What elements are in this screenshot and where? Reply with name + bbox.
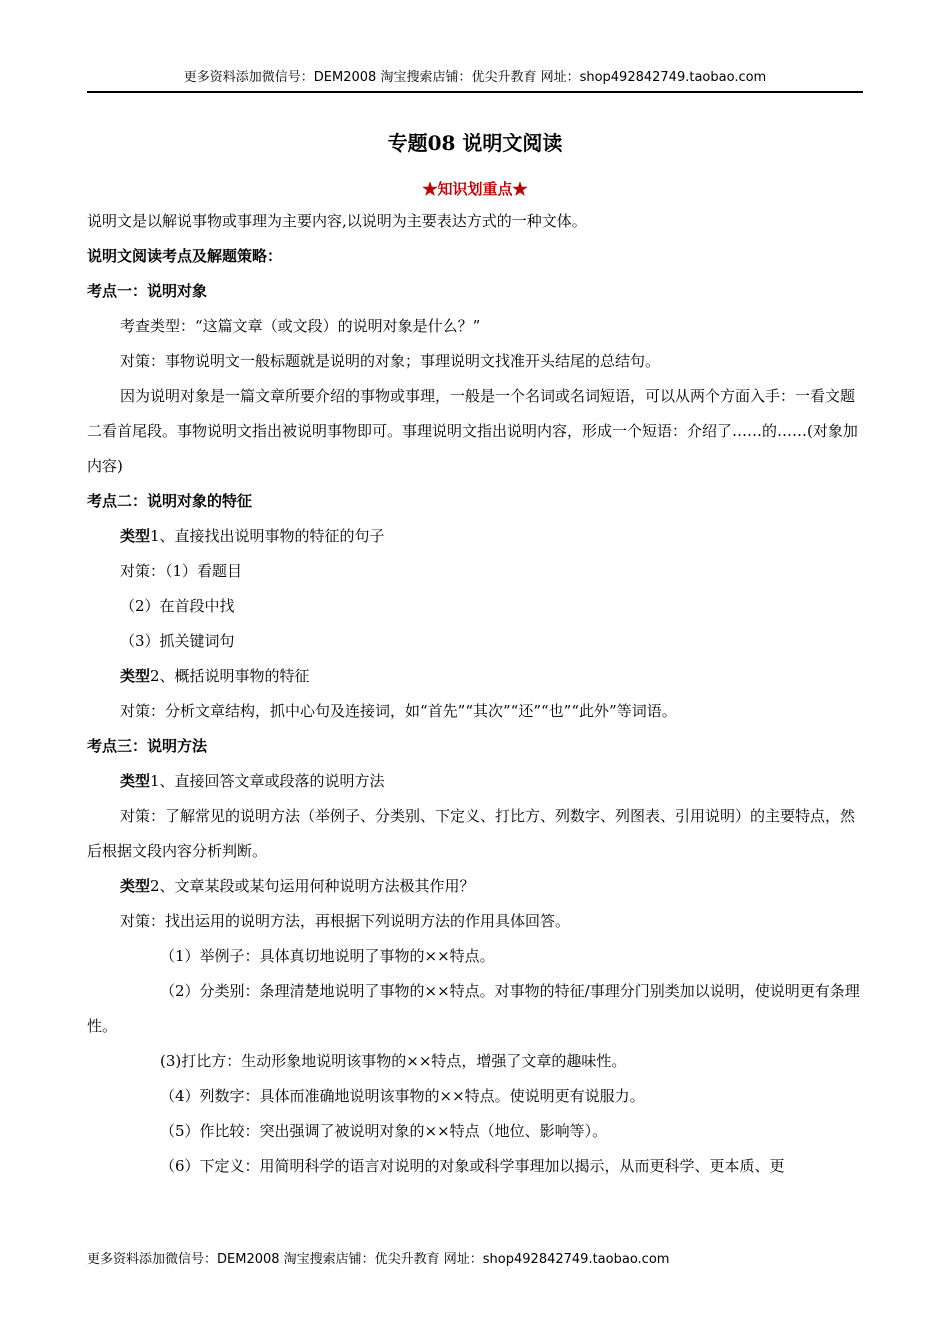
point3-type2-method: 对策：找出运用的说明方法，再根据下列说明方法的作用具体回答。 bbox=[120, 912, 571, 930]
point2-type1-method: 对策：（1）看题目 bbox=[120, 562, 243, 580]
page-title: 专题08 说明文阅读 bbox=[387, 131, 563, 155]
point1-type: 考查类型：“这篇文章（或文段）的说明对象是什么？” bbox=[120, 317, 481, 335]
document-body bbox=[87, 126, 863, 1184]
method-item-comparison: （5）作比较：突出强调了被说明对象的××特点（地位、影响等）。 bbox=[160, 1122, 608, 1140]
intro-paragraph: 说明文是以解说事物或事理为主要内容,以说明为主要表达方式的一种文体。 bbox=[87, 212, 587, 230]
type-text: 2、概括说明事物的特征 bbox=[150, 667, 310, 685]
point1-heading: 考点一：说明对象 bbox=[87, 282, 208, 300]
page-footer: 更多资料添加微信号：DEM2008 淘宝搜索店铺：优尖升教育 网址：shop492842749.taobao.com bbox=[87, 1252, 670, 1267]
point2-type1 bbox=[87, 519, 863, 554]
point2-type2 bbox=[87, 659, 863, 694]
point1-method: 对策：事物说明文一般标题就是说明的对象；事理说明文找准开头结尾的总结句。 bbox=[120, 352, 661, 370]
type-label: 类型 bbox=[120, 527, 151, 545]
type-label: 类型 bbox=[120, 667, 151, 685]
section-subtitle: ★知识划重点★ bbox=[422, 180, 528, 198]
point2-type1-step3: （3）抓关键词句 bbox=[120, 632, 235, 650]
strategy-heading: 说明文阅读考点及解题策略： bbox=[87, 247, 283, 265]
point3-type1-method: 对策：了解常见的说明方法（举例子、分类别、下定义、打比方、列数字、列图表、引用说明）的主要特点，然后根据文段内容分析判断。 bbox=[87, 807, 856, 860]
method-item-definition: （6）下定义：用简明科学的语言对说明的对象或科学事理加以揭示，从而更科学、更本质、更 bbox=[160, 1157, 785, 1175]
method-item-metaphor: (3)打比方：生动形象地说明该事物的××特点，增强了文章的趣味性。 bbox=[160, 1052, 627, 1070]
point2-type2-method: 对策：分析文章结构，抓中心句及连接词，如“首先”“其次”“还”“也”“此外”等词语。 bbox=[120, 702, 677, 720]
point3-type2 bbox=[87, 869, 863, 904]
point1-explanation: 因为说明对象是一篇文章所要介绍的事物或事理，一般是一个名词或名词短语，可以从两个方面入手：一看文题二看首尾段。事物说明文指出被说明事物即可。事理说明文指出说明内容，形成一个短语：介绍了……的……(对象加内容) bbox=[87, 387, 858, 475]
method-item-classification: （2）分类别：条理清楚地说明了事物的××特点。对事物的特征/事理分门别类加以说明，使说明更有条理性。 bbox=[87, 982, 860, 1035]
type-text: 2、文章某段或某句运用何种说明方法极其作用？ bbox=[150, 877, 475, 895]
type-text: 1、直接回答文章或段落的说明方法 bbox=[150, 772, 385, 790]
type-label: 类型 bbox=[120, 772, 151, 790]
point2-heading: 考点二：说明对象的特征 bbox=[87, 492, 253, 510]
method-item-numbers: （4）列数字：具体而准确地说明该事物的××特点。使说明更有说服力。 bbox=[160, 1087, 645, 1105]
type-text: 1、直接找出说明事物的特征的句子 bbox=[150, 527, 385, 545]
point2-type1-step2: （2）在首段中找 bbox=[120, 597, 235, 615]
type-label: 类型 bbox=[120, 877, 151, 895]
point3-heading: 考点三：说明方法 bbox=[87, 737, 208, 755]
method-item-example: （1）举例子：具体真切地说明了事物的××特点。 bbox=[160, 947, 495, 965]
page-header: 更多资料添加微信号：DEM2008 淘宝搜索店铺：优尖升教育 网址：shop492842749.taobao.com bbox=[87, 66, 863, 93]
point3-type1 bbox=[87, 764, 863, 799]
